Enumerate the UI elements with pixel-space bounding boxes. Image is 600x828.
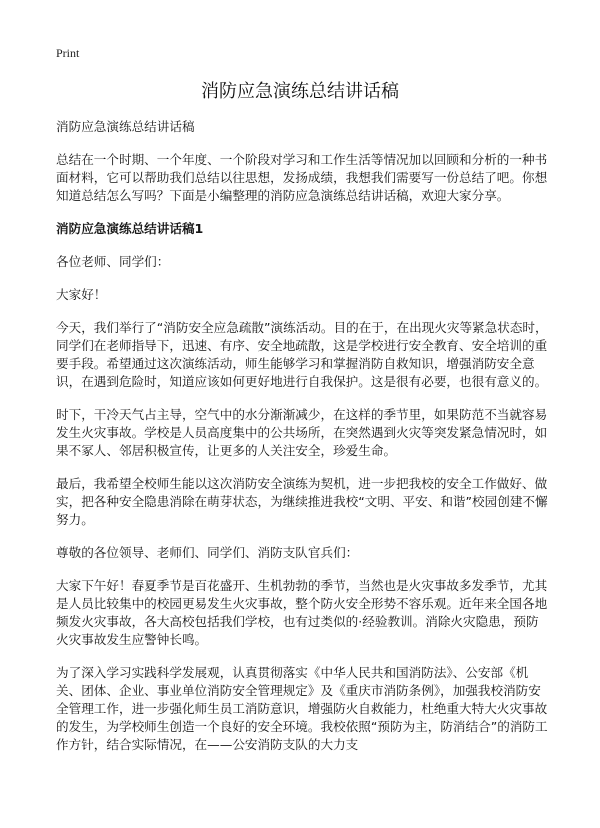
body-paragraph: 今天，我们举行了“消防安全应急疏散”演练活动。目的在于，在出现火灾等紧急状态时，同学们在老师指导下，迅速、有序、安全地疏散，这是学校进行安全教育、安全培训的重要手段。希望通过这次演练活动，师生能够学习和掌握消防自救知识，增强消防安全意识，在遇到危险时，知道应该如何更好地进行自我保护。这是很有必要，也很有意义的。 bbox=[56, 320, 548, 389]
print-link[interactable]: Print bbox=[56, 46, 80, 60]
document-subtitle: 消防应急演练总结讲话稿 bbox=[56, 119, 195, 134]
body-paragraph: 为了深入学习实践科学发展观，认真贯彻落实《中华人民共和国消防法》、公安部《机关、团体、企业、事业单位消防安全管理规定》及《重庆市消防条例》，加强我校消防安全管理工作，进一步强化师生员工消防意识，增强防火自救能力，杜绝重大特大火灾事故的发生，为学校师生创造一个良好的安全环境。我校依照“预防为主，防消结合”的消防工作方针，结合实际情况，在——公安消防支队的大力支 bbox=[56, 665, 548, 752]
salutation: 尊敬的各位领导、老师们、同学们、消防支队官兵们： bbox=[56, 545, 359, 560]
body-paragraph: 时下，干冷天气占主导，空气中的水分渐渐减少，在这样的季节里，如果防范不当就容易发生火灾事故。学校是人员高度集中的公共场所，在突然遇到火灾等突发紧急情况时，如果不冢人、邻居积极宣传，让更多的人关注安全，珍爱生命。 bbox=[56, 407, 548, 458]
document-body bbox=[56, 118, 548, 769]
greeting: 大家好！ bbox=[56, 287, 107, 302]
body-paragraph: 最后，我希望全校师生能以这次消防安全演练为契机，进一步把我校的安全工作做好、做实，把各种安全隐患消除在萌芽状态，为继续推进我校“文明、平安、和谐”校园创建不懈努力。 bbox=[56, 476, 548, 527]
salutation: 各位老师、同学们： bbox=[56, 254, 170, 269]
body-paragraph: 大家下午好！春夏季节是百花盛开、生机勃勃的季节，当然也是火灾事故多发季节，尤其是人员比较集中的校园更易发生火灾事故，整个防火安全形势不容乐观。近年来全国各地频发火灾事故，各大高校包括我们学校，也有过类似的·经验教训。消除火灾隐患，预防火灾事故发生应警钟长鸣。 bbox=[56, 578, 548, 647]
section-heading: 消防应急演练总结讲话稿1 bbox=[56, 221, 204, 236]
intro-paragraph: 总结在一个时期、一个年度、一个阶段对学习和工作生活等情况加以回顾和分析的一种书面材料，它可以帮助我们总结以往思想，发扬成绩，我想我们需要写一份总结了吧。你想知道总结怎么写吗？下面是小编整理的消防应急演练总结讲话稿，欢迎大家分享。 bbox=[56, 152, 548, 203]
page-title: 消防应急演练总结讲话稿 bbox=[201, 81, 399, 102]
